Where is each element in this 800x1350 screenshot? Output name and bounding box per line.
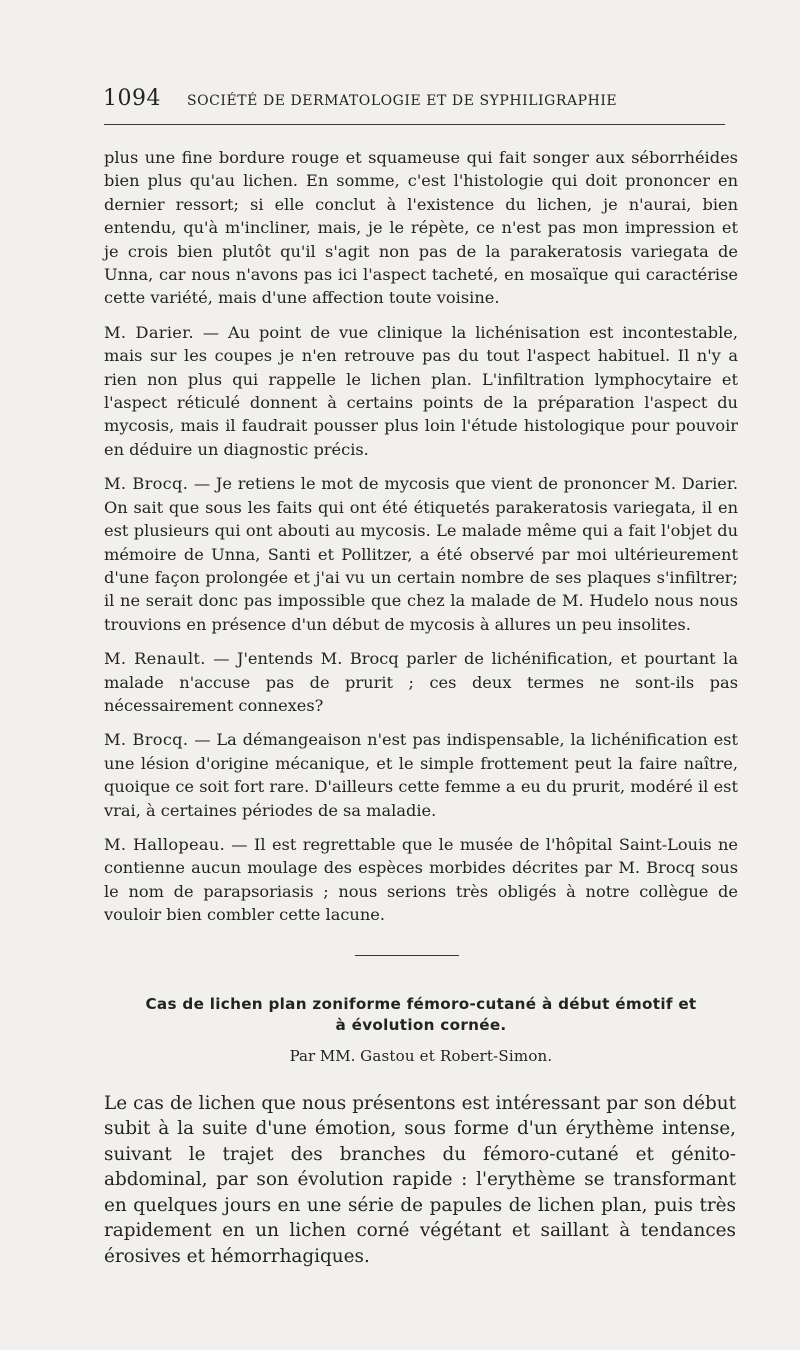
speaker-text: — J'entends M. Brocq parler de lichénification, et pourtant la malade n'accuse pas de prurit ; ces deux termes ne sont-ils pas nécessairement connexes?: [104, 649, 738, 715]
page-header: [103, 86, 743, 112]
paragraph-brocq-1: [104, 472, 738, 636]
header-rule: [104, 124, 725, 125]
article-title-line: Cas de lichen plan zoniforme fémoro-cutané à début émotif et: [145, 994, 697, 1013]
speaker-name: M. Hallopeau.: [104, 834, 226, 854]
article-byline: [104, 1046, 738, 1066]
speaker-text: — La démangeaison n'est pas indispensable, la lichénification est une lésion d'origine mécanique, et le simple frottement peut la faire naître, quoique ce soit fort rare. D'ailleurs cette femme a eu du prurit, modéré il est vrai, à certaines périodes de sa maladie.: [104, 730, 738, 820]
article-lead-paragraph: Le cas de lichen que nous présentons est intéressant par son début subit à la suite d'une émotion, sous forme d'un érythème intense, suivant le trajet des branches du fémoro-cutané et génito-abdominal, par son évolution rapide : l'erythème se transformant en quelques jours en une série de papules de lichen plan, puis très rapidement en un lichen corné végétant et saillant à tendances érosives et hémorrhagiques.: [104, 1092, 736, 1267]
byline-prefix: Par MM.: [289, 1046, 361, 1065]
paragraph-darier: [104, 321, 738, 461]
paragraph-renault: [104, 647, 738, 717]
section-divider: [355, 955, 459, 956]
speaker-text: — Je retiens le mot de mycosis que vient de prononcer M. Darier. On sait que sous les faits qui ont été étiquetés parakeratosis variegata, il en est plusieurs qui ont abouti au mycosis. Le malade même qui a fait l'objet du mémoire de Unna, Santi et Pollitzer, a été observé par moi ultérieurement d'une façon prolongée et j'ai vu un certain nombre de ses plaques s'infiltrer; il ne serait donc pas impossible que chez la malade de M. Hudelo nous nous trouvions en présence d'un début de mycosis à allures un peu insolites.: [104, 474, 738, 634]
speaker-name: M. Brocq.: [104, 730, 189, 750]
article-title-line: à évolution cornée.: [335, 1015, 507, 1034]
paragraph-hallopeau: [104, 833, 738, 927]
speaker-name: M. Renault.: [104, 649, 206, 669]
speaker-name: M. Brocq.: [104, 474, 189, 494]
speaker-name: M. Darier.: [104, 322, 194, 342]
running-head: SOCIÉTÉ DE DERMATOLOGIE ET DE SYPHILIGRAPHIE: [187, 93, 618, 109]
speaker-text: — Il est regrettable que le musée de l'hôpital Saint-Louis ne contienne aucun moulage des espèces morbides décrites par M. Brocq sous le nom de parapsoriasis ; nous serions très obligés à notre collègue de vouloir bien combler cette lacune.: [104, 834, 738, 925]
paragraph-continuation: plus une fine bordure rouge et squameuse qui fait songer aux séborrhéides bien plus qu'au lichen. En somme, c'est l'histologie qui doit prononcer en dernier ressort; si elle conclut à l'existence du lichen, je n'aurai, bien entendu, qu'à m'incliner, mais, je le répète, ce n'est pas mon impression et je crois bien plutôt qu'il s'agit non pas de la parakeratosis variegata de Unna, car nous n'avons pas ici l'aspect tacheté, en mosaïque qui caractérise cette variété, mais d'une affection toute voisine.: [104, 148, 738, 308]
article-title: [104, 994, 738, 1036]
byline-authors: Gastou et Robert-Simon.: [360, 1046, 553, 1065]
page-body: [104, 146, 738, 1269]
paragraph-brocq-2: [104, 728, 738, 822]
speaker-text: — Au point de vue clinique la lichénisation est incontestable, mais sur les coupes je n'en retrouve pas du tout l'aspect habituel. Il n'y a rien non plus qui rappelle le lichen plan. L'infiltration lymphocytaire et l'aspect réticulé donnent à certains points de la préparation l'aspect du mycosis, mais il faudrait pousser plus loin l'étude histologique pour pouvoir en déduire un diagnostic précis.: [104, 322, 738, 459]
page-number: 1094: [103, 86, 161, 111]
